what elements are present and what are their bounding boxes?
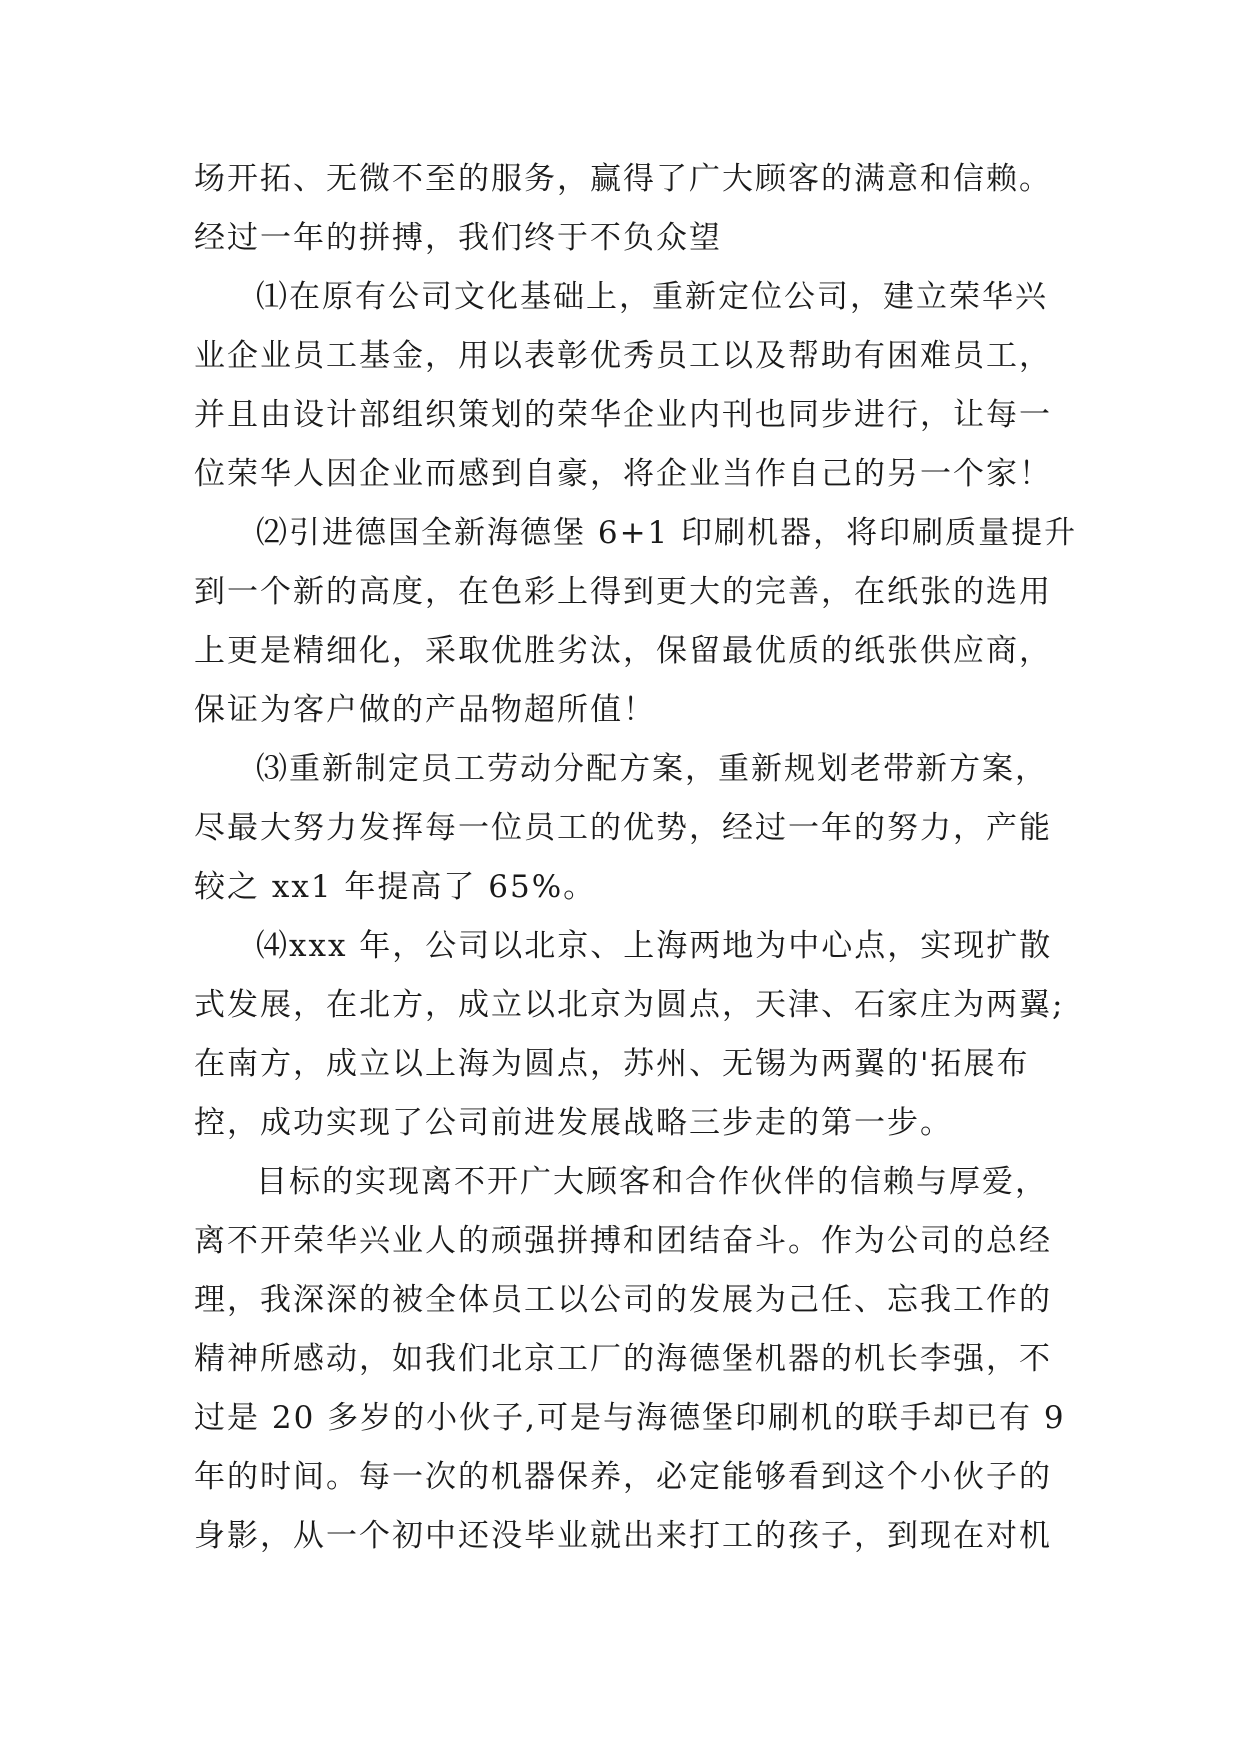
document-line: 在南方，成立以上海为圆点，苏州、无锡为两翼的'拓展布 <box>194 1046 1030 1082</box>
document-line: 离不开荣华兴业人的顽强拼搏和团结奋斗。作为公司的总经 <box>194 1223 1052 1259</box>
document-line: 位荣华人因企业而感到自豪，将企业当作自己的另一个家！ <box>194 456 1052 492</box>
document-line: 理，我深深的被全体员工以公司的发展为己任、忘我工作的 <box>194 1282 1052 1318</box>
document-line: 过是 20 多岁的小伙子,可是与海德堡印刷机的联手却已有 9 <box>194 1400 1066 1436</box>
document-line: 目标的实现离不开广大顾客和合作伙伴的信赖与厚爱， <box>256 1164 1048 1200</box>
document-line: 精神所感动，如我们北京工厂的海德堡机器的机长李强，不 <box>194 1341 1052 1377</box>
document-line: 到一个新的高度，在色彩上得到更大的完善，在纸张的选用 <box>194 574 1052 610</box>
document-line: 年的时间。每一次的机器保养，必定能够看到这个小伙子的 <box>194 1459 1052 1495</box>
document-line: 经过一年的拼搏，我们终于不负众望 <box>194 220 722 256</box>
document-line: ⑶重新制定员工劳动分配方案，重新规划老带新方案， <box>256 751 1048 787</box>
document-body <box>194 150 1078 1566</box>
document-line: 业企业员工基金，用以表彰优秀员工以及帮助有困难员工， <box>194 338 1052 374</box>
document-line: ⑴在原有公司文化基础上，重新定位公司，建立荣华兴 <box>256 279 1048 315</box>
document-line: 较之 xx1 年提高了 65%。 <box>194 869 597 905</box>
document-line: ⑵引进德国全新海德堡 6+1 印刷机器，将印刷质量提升 <box>256 515 1078 551</box>
document-line: 上更是精细化，采取优胜劣汰，保留最优质的纸张供应商， <box>194 633 1052 669</box>
document-line: 并且由设计部组织策划的荣华企业内刊也同步进行，让每一 <box>194 397 1052 433</box>
document-line: ⑷xxx 年，公司以北京、上海两地为中心点，实现扩散 <box>256 928 1053 964</box>
document-line: 控，成功实现了公司前进发展战略三步走的第一步。 <box>194 1105 953 1141</box>
document-line: 保证为客户做的产品物超所值！ <box>194 692 656 728</box>
document-line: 场开拓、无微不至的服务，赢得了广大顾客的满意和信赖。 <box>194 161 1052 197</box>
document-line: 身影，从一个初中还没毕业就出来打工的孩子，到现在对机 <box>194 1518 1052 1554</box>
document-line: 尽最大努力发挥每一位员工的优势，经过一年的努力，产能 <box>194 810 1052 846</box>
document-line: 式发展，在北方，成立以北京为圆点，天津、石家庄为两翼; <box>194 987 1065 1023</box>
